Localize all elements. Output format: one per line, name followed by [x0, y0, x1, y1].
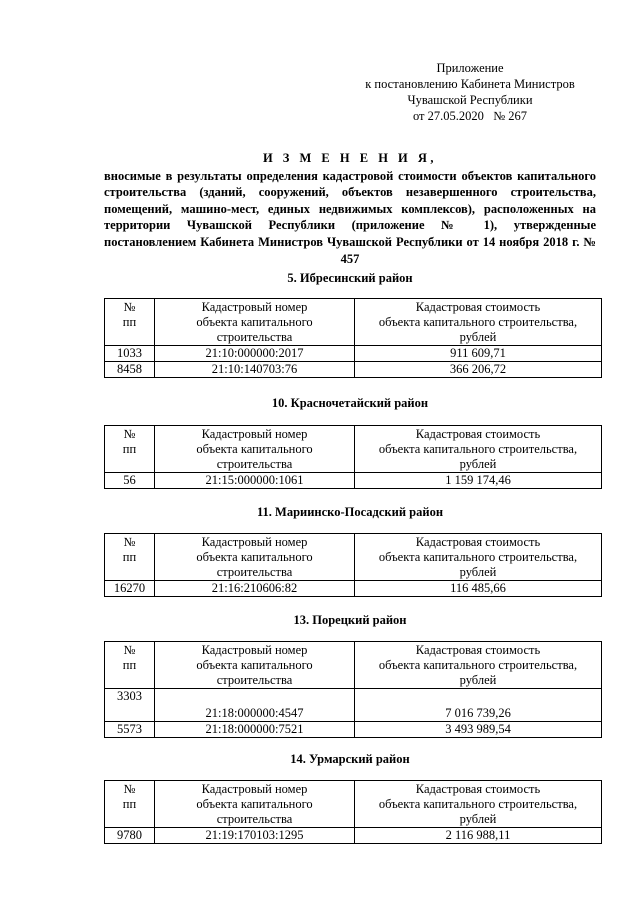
heading-title: И З М Е Н Е Н И Я,: [262, 151, 438, 165]
header-cadastral-number: Кадастровый номер объекта капитального строительства: [155, 426, 355, 473]
table-row: [105, 581, 602, 597]
table-header-row: [105, 426, 602, 473]
header-cadastral-value: Кадастровая стоимость объекта капитального строительства, рублей: [355, 426, 602, 473]
district-title: 14. Урмарский район: [290, 752, 410, 766]
header-cadastral-number: Кадастровый номер объекта капитального строительства: [155, 642, 355, 689]
appendix-line-4: от 27.05.2020 № 267: [412, 109, 528, 123]
row-cadastral: 21:10:000000:2017: [155, 346, 355, 362]
header-num: № пп: [105, 534, 155, 581]
district-title: 5. Ибресинский район: [287, 271, 413, 285]
appendix-line-3: Чувашской Республики: [407, 93, 533, 107]
row-num: 3303: [105, 689, 155, 722]
row-cadastral: 21:18:000000:4547: [155, 689, 355, 722]
row-num: 5573: [105, 722, 155, 738]
document-heading: [104, 150, 596, 267]
cadastral-table: [104, 533, 602, 597]
table-row: [105, 828, 602, 844]
table-row: [105, 722, 602, 738]
row-num: 56: [105, 473, 155, 489]
header-num: № пп: [105, 781, 155, 828]
cadastral-table: [104, 780, 602, 844]
header-cadastral-value: Кадастровая стоимость объекта капитального строительства, рублей: [355, 299, 602, 346]
row-cadastral: 21:10:140703:76: [155, 362, 355, 378]
table-header-row: [105, 299, 602, 346]
header-cadastral-number: Кадастровый номер объекта капитального строительства: [155, 534, 355, 581]
row-value: 366 206,72: [355, 362, 602, 378]
row-num: 8458: [105, 362, 155, 378]
row-cadastral: 21:18:000000:7521: [155, 722, 355, 738]
header-cadastral-value: Кадастровая стоимость объекта капитального строительства, рублей: [355, 642, 602, 689]
row-value: 2 116 988,11: [355, 828, 602, 844]
header-num: № пп: [105, 299, 155, 346]
district-title: 13. Порецкий район: [293, 613, 407, 627]
table-row: [105, 346, 602, 362]
header-cadastral-number: Кадастровый номер объекта капитального строительства: [155, 299, 355, 346]
table-header-row: [105, 642, 602, 689]
row-cadastral: 21:19:170103:1295: [155, 828, 355, 844]
table-header-row: [105, 781, 602, 828]
header-cadastral-number: Кадастровый номер объекта капитального строительства: [155, 781, 355, 828]
table-row: [105, 689, 602, 722]
row-value: 7 016 739,26: [355, 689, 602, 722]
row-num: 16270: [105, 581, 155, 597]
header-cadastral-value: Кадастровая стоимость объекта капитального строительства, рублей: [355, 534, 602, 581]
appendix-line-1: Приложение: [436, 61, 504, 75]
row-value: 3 493 989,54: [355, 722, 602, 738]
cadastral-table: [104, 425, 602, 489]
district-title: 10. Красночетайский район: [271, 396, 429, 410]
header-num: № пп: [105, 642, 155, 689]
row-value: 911 609,71: [355, 346, 602, 362]
header-num: № пп: [105, 426, 155, 473]
row-cadastral: 21:16:210606:82: [155, 581, 355, 597]
row-num: 1033: [105, 346, 155, 362]
table-row: [105, 362, 602, 378]
row-num: 9780: [105, 828, 155, 844]
heading-text: вносимые в результаты определения кадастровой стоимости объектов капитального строительства (зданий, сооружений, объектов незавершенного строительства, помещений, машино-мест, единых недвижимых комплексов), расположенных на территории Чувашской Республики (приложение № 1), утвержденные постановлением Кабинета Министров Чувашской Республики от 14 ноября 2018 г. № 457: [104, 168, 596, 266]
table-header-row: [105, 534, 602, 581]
appendix-block: [330, 60, 610, 124]
header-cadastral-value: Кадастровая стоимость объекта капитального строительства, рублей: [355, 781, 602, 828]
cadastral-table: [104, 298, 602, 378]
row-value: 116 485,66: [355, 581, 602, 597]
table-row: [105, 473, 602, 489]
cadastral-table: [104, 641, 602, 738]
row-value: 1 159 174,46: [355, 473, 602, 489]
appendix-line-2: к постановлению Кабинета Министров: [365, 77, 575, 91]
district-title: 11. Мариинско-Посадский район: [256, 505, 444, 519]
row-cadastral: 21:15:000000:1061: [155, 473, 355, 489]
